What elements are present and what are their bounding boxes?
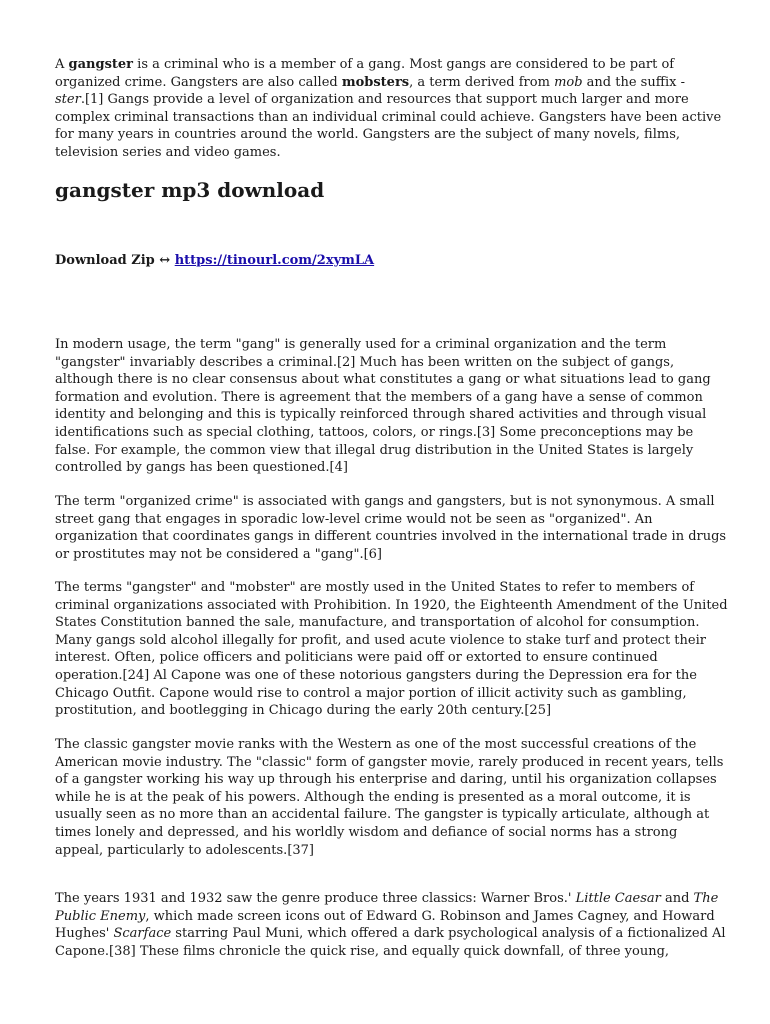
intro-italic-mob: mob — [554, 74, 583, 90]
film-title-scarface: Scarface — [113, 926, 172, 942]
films-text-2: and — [660, 891, 694, 906]
intro-bold-mobsters: mobsters — [341, 74, 410, 90]
film-title-public-enemy: The Public Enemy — [55, 891, 719, 924]
intro-text-4: and the suffix - — [582, 74, 685, 90]
intro-text-2: is a criminal who is a member of a gang. Most gangs are considered to be part of organized crime. Gangsters are also called — [55, 57, 675, 90]
intro-text-5: .[1] Gangs provide a level of organization and resources that support much larger and more complex criminal transactions than an individual criminal could achieve. Gangsters have been active for many years in countries around the world. Gangsters are the subject of many novels, films, television series and video games. — [55, 92, 722, 160]
intro-paragraph — [55, 56, 728, 162]
body-paragraph: The term "organized crime" is associated with gangs and gangsters, but is not synonymous. A small street gang that engages in sporadic low-level crime would not be seen as "organized". An organization that coordinates gangs in different countries involved in the international trade in drugs or prostitutes may not be considered a "gang".[6] — [55, 494, 727, 562]
film-title-little-caesar: Little Caesar — [575, 891, 661, 906]
download-line — [55, 252, 374, 270]
intro-text-3: , a term derived from — [409, 74, 555, 90]
body-paragraph: In modern usage, the term "gang" is generally used for a criminal organization and the term "gangster" invariably describes a criminal.[2] Much has been written on the subject of gangs, although there is no clear consensus about what constitutes a gang or what situations lead to gang formation and evolution. There is agreement that the members of a gang have a sense of common identity and belonging and this is typically reinforced through shared activities and through visual identifications such as special clothing, tattoos, colors, or rings.[3] Some preconceptions may be false. For example, the common view that illegal drug distribution in the United States is largely controlled by gangs has been questioned.[4] — [55, 337, 711, 476]
films-text-4: starring Paul Muni, which offered a dark psychological analysis of a fictionalized Al Capone.[38] These films chronicle the quick rise, and equally quick downfall, of three young, — [55, 926, 726, 959]
body-paragraph: The terms "gangster" and "mobster" are mostly used in the United States to refer to members of criminal organizations associated with Prohibition. In 1920, the Eighteenth Amendment of the United States Constitution banned the sale, manufacture, and transportation of alcohol for consumption. Many gangs sold alcohol illegally for profit, and used acute violence to stake turf and protect their interest. Often, police officers and politicians were paid off or extorted to ensure continued operation.[24] Al Capone was one of these notorious gangsters during the Depression era for the Chicago Outfit. Capone would rise to control a major portion of illicit activity such as gambling, prostitution, and bootlegging in Chicago during the early 20th century.[25] — [55, 580, 728, 719]
films-text-3: , which made screen icons out of Edward G. Robinson and James Cagney, and Howard Hughes' — [55, 908, 715, 942]
body-paragraph-films — [55, 890, 728, 960]
intro-italic-ster: ster — [55, 92, 81, 108]
download-label: Download Zip ↔ — [55, 253, 175, 268]
body-paragraph: The classic gangster movie ranks with the Western as one of the most successful creations of the American movie industry. The "classic" form of gangster movie, rarely produced in recent years, tells of a gangster working his way up through his enterprise and daring, until his organization collapses while he is at the peak of his powers. Although the ending is presented as a moral outcome, it is usually seen as no more than an accidental failure. The gangster is typically articulate, although at times lonely and depressed, and his worldly wisdom and defiance of social norms has a strong appeal, particularly to adolescents.[37] — [55, 737, 724, 858]
intro-text-1: A — [55, 57, 69, 72]
download-link[interactable]: https://tinourl.com/2xymLA — [174, 253, 375, 268]
intro-bold-gangster: gangster — [68, 57, 134, 72]
page-title: gangster mp3 download — [55, 178, 325, 202]
films-text-1: The years 1931 and 1932 saw the genre produce three classics: Warner Bros.' — [55, 891, 576, 906]
